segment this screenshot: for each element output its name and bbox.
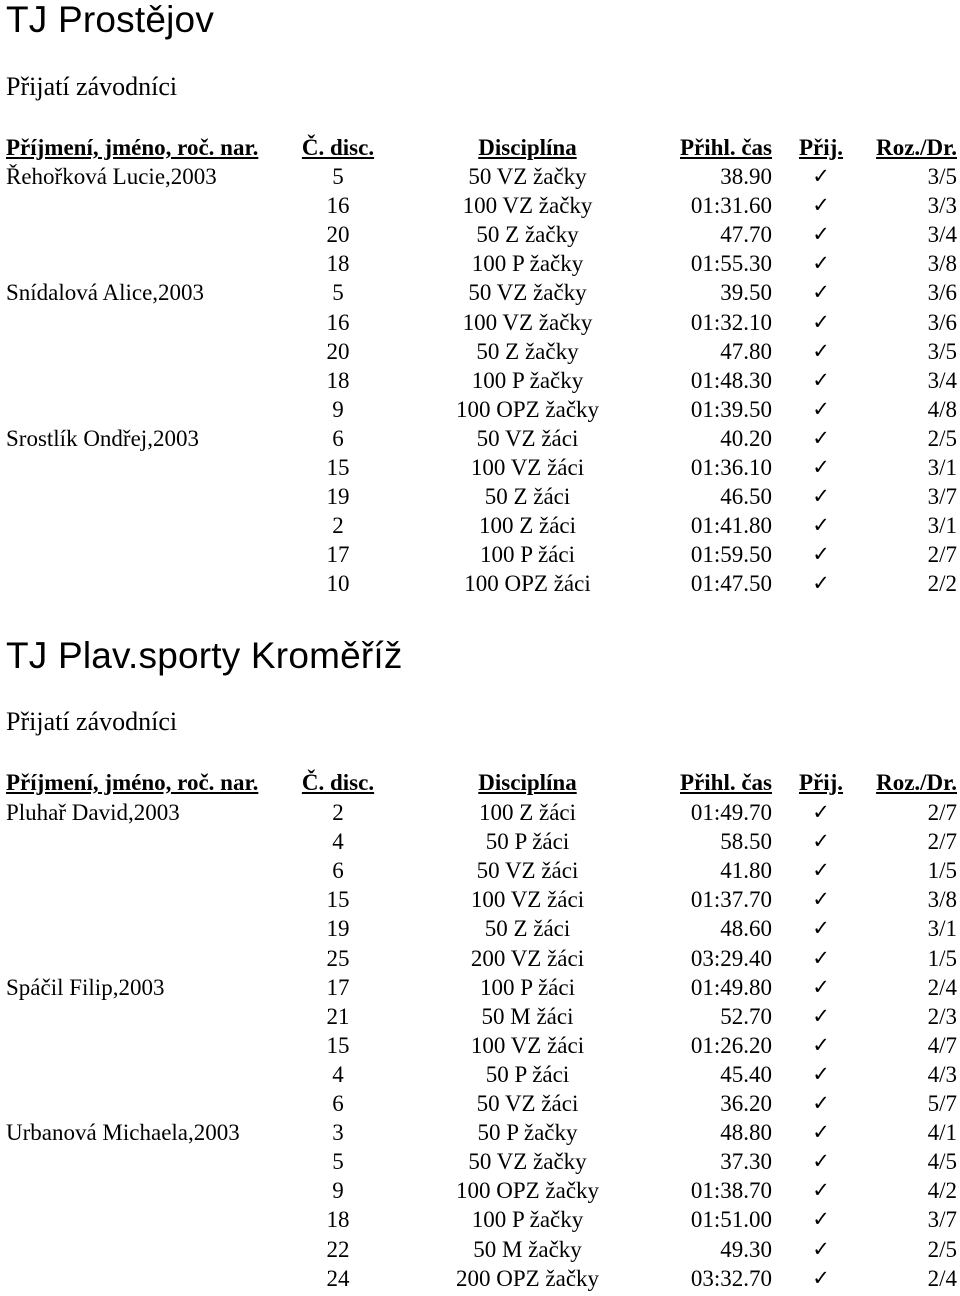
table-row [0, 1060, 960, 1089]
entry-time: 01:49.70 [690, 800, 772, 825]
discipline-number: 20 [326, 338, 350, 364]
table-row [0, 569, 960, 598]
table-row [0, 1264, 960, 1293]
section-subtitle: Přijatí závodníci [6, 707, 178, 736]
discipline-number: 15 [326, 887, 350, 913]
table-row [0, 249, 960, 278]
table-row [0, 1176, 960, 1205]
accepted-check-icon: ✓ [812, 542, 830, 567]
entry-time: 36.20 [720, 1091, 772, 1116]
accepted-check-icon: ✓ [812, 829, 830, 854]
discipline-number: 17 [326, 974, 350, 1000]
heat-lane: 3/1 [927, 513, 957, 539]
discipline-name: 100 OPZ žáci [464, 571, 591, 597]
entry-time: 01:38.70 [690, 1178, 772, 1204]
accepted-check-icon: ✓ [812, 251, 830, 276]
discipline-number: 17 [326, 542, 350, 568]
accepted-check-icon: ✓ [812, 1207, 830, 1232]
discipline-name: 50 VZ žáci [476, 425, 579, 451]
entry-time: 46.50 [720, 484, 772, 510]
swimmer-name: Srostlík Ondřej,2003 [6, 425, 199, 451]
discipline-name: 50 P žačky [477, 1120, 578, 1146]
entry-time: 41.80 [720, 858, 772, 884]
entry-time: 01:41.80 [690, 513, 772, 539]
entry-time: 37.30 [720, 1149, 772, 1175]
discipline-number: 9 [332, 396, 344, 422]
discipline-name: 50 M žáci [481, 1003, 574, 1029]
entry-time: 48.80 [720, 1120, 772, 1146]
entry-time: 01:26.20 [690, 1032, 772, 1058]
header-entry-time: Přihl. čas [680, 135, 772, 160]
entry-time: 47.70 [720, 222, 772, 248]
accepted-check-icon: ✓ [812, 193, 830, 218]
section-subtitle: Přijatí závodníci [6, 72, 178, 101]
club-title: TJ Prostějov [6, 0, 215, 40]
accepted-check-icon: ✓ [812, 309, 830, 334]
discipline-number: 2 [332, 800, 344, 825]
discipline-number: 21 [326, 1003, 350, 1029]
accepted-check-icon: ✓ [812, 1003, 830, 1028]
discipline-name: 100 OPZ žačky [455, 1178, 600, 1204]
header-discipline-number: Č. disc. [301, 770, 375, 795]
accepted-check-icon: ✓ [812, 887, 830, 912]
discipline-name: 50 P žáci [485, 829, 570, 855]
accepted-check-icon: ✓ [812, 1091, 830, 1115]
accepted-check-icon: ✓ [812, 455, 830, 479]
heat-lane: 2/3 [927, 1003, 957, 1029]
heat-lane: 3/7 [927, 1207, 957, 1233]
discipline-name: 100 VZ žáci [470, 887, 585, 913]
table-row [0, 482, 960, 511]
entry-time: 01:39.50 [690, 396, 772, 422]
heat-lane: 3/5 [927, 164, 957, 189]
discipline-name: 200 VZ žáci [470, 945, 585, 971]
discipline-name: 100 OPZ žačky [455, 396, 600, 422]
table-row [0, 308, 960, 337]
discipline-name: 200 OPZ žačky [455, 1265, 600, 1291]
header-accepted: Přij. [798, 135, 844, 160]
heat-lane: 4/3 [927, 1061, 957, 1087]
heat-lane: 5/7 [927, 1091, 957, 1116]
heat-lane: 3/4 [927, 222, 957, 248]
entry-time: 01:32.10 [690, 309, 772, 335]
discipline-name: 50 VZ žačky [468, 1149, 587, 1175]
header-name: Příjmení, jméno, roč. nar. [6, 770, 259, 795]
heat-lane: 2/5 [927, 1236, 957, 1262]
discipline-name: 50 Z žačky [476, 222, 579, 248]
discipline-name: 50 VZ žačky [468, 280, 587, 306]
discipline-number: 6 [332, 1091, 344, 1116]
accepted-check-icon: ✓ [812, 1236, 830, 1261]
table-row [0, 337, 960, 366]
swimmer-name: Urbanová Michaela,2003 [6, 1120, 240, 1146]
discipline-name: 100 P žačky [471, 1207, 584, 1233]
discipline-name: 50 Z žáci [484, 484, 571, 510]
table-row [0, 424, 960, 453]
discipline-number: 3 [332, 1120, 344, 1146]
accepted-check-icon: ✓ [812, 1061, 830, 1086]
entry-time: 01:48.30 [690, 367, 772, 393]
heat-lane: 3/8 [927, 251, 957, 277]
header-discipline: Disciplína [478, 135, 577, 160]
discipline-number: 19 [326, 484, 350, 510]
swimmer-name: Řehořková Lucie,2003 [6, 164, 217, 189]
heat-lane: 3/4 [927, 367, 957, 393]
accepted-check-icon: ✓ [812, 164, 830, 188]
discipline-number: 18 [326, 367, 350, 393]
heat-lane: 3/1 [927, 916, 957, 942]
table-header [0, 133, 960, 162]
discipline-name: 100 VZ žačky [462, 309, 593, 335]
header-accepted: Přij. [798, 770, 844, 795]
accepted-check-icon: ✓ [812, 916, 830, 941]
header-heat-lane: Roz./Dr. [876, 135, 957, 160]
table-row [0, 1118, 960, 1147]
entry-time: 01:37.70 [690, 887, 772, 913]
header-name: Příjmení, jméno, roč. nar. [6, 135, 259, 160]
discipline-name: 50 P žáci [485, 1061, 570, 1087]
discipline-number: 5 [332, 280, 344, 306]
accepted-check-icon: ✓ [812, 945, 830, 970]
accepted-check-icon: ✓ [812, 280, 830, 305]
heat-lane: 2/2 [927, 571, 957, 597]
heat-lane: 4/5 [927, 1149, 957, 1175]
entry-time: 47.80 [720, 338, 772, 364]
discipline-number: 5 [332, 164, 344, 189]
table-row [0, 162, 960, 191]
discipline-number: 5 [332, 1149, 344, 1175]
discipline-name: 50 VZ žáci [476, 1091, 579, 1116]
table-row [0, 395, 960, 424]
entry-time: 01:47.50 [690, 571, 772, 597]
table-row [0, 798, 960, 827]
heat-lane: 3/6 [927, 309, 957, 335]
discipline-name: 100 P žačky [471, 367, 584, 393]
table-row [0, 1205, 960, 1234]
discipline-name: 100 P žáci [480, 542, 575, 568]
discipline-number: 4 [332, 829, 344, 855]
table-row [0, 827, 960, 856]
heat-lane: 3/8 [927, 887, 957, 913]
table-row [0, 511, 960, 540]
entry-time: 45.40 [720, 1061, 772, 1087]
table-row [0, 1002, 960, 1031]
accepted-check-icon: ✓ [812, 425, 830, 450]
table-row [0, 1147, 960, 1176]
discipline-number: 2 [332, 513, 344, 539]
heat-lane: 4/7 [927, 1032, 957, 1058]
table-row [0, 1031, 960, 1060]
table-row [0, 191, 960, 220]
entry-time: 01:36.10 [690, 455, 772, 480]
entry-time: 03:29.40 [690, 945, 772, 971]
discipline-name: 50 VZ žačky [468, 164, 587, 189]
entry-time: 40.20 [720, 425, 772, 451]
discipline-number: 20 [326, 222, 350, 248]
table-row [0, 856, 960, 885]
discipline-number: 18 [326, 1207, 350, 1233]
accepted-check-icon: ✓ [812, 1265, 830, 1290]
discipline-number: 10 [326, 571, 350, 597]
entry-time: 01:49.80 [690, 974, 772, 1000]
discipline-name: 50 VZ žáci [476, 858, 579, 884]
discipline-name: 100 VZ žačky [462, 193, 593, 219]
accepted-check-icon: ✓ [812, 1032, 830, 1057]
discipline-name: 100 VZ žáci [470, 455, 585, 480]
swimmer-name: Snídalová Alice,2003 [6, 280, 205, 306]
table-row [0, 1089, 960, 1118]
entry-time: 01:51.00 [690, 1207, 772, 1233]
club-title: TJ Plav.sporty Kroměříž [6, 635, 403, 676]
entry-time: 01:31.60 [690, 193, 772, 219]
table-row [0, 220, 960, 249]
discipline-number: 18 [326, 251, 350, 277]
accepted-check-icon: ✓ [812, 513, 830, 538]
header-entry-time: Přihl. čas [680, 770, 772, 795]
heat-lane: 3/6 [927, 280, 957, 306]
discipline-name: 50 M žačky [473, 1236, 582, 1262]
accepted-check-icon: ✓ [812, 367, 830, 392]
table-header [0, 768, 960, 797]
accepted-check-icon: ✓ [812, 396, 830, 421]
entry-time: 58.50 [720, 829, 772, 855]
heat-lane: 4/1 [927, 1120, 957, 1146]
entry-time: 03:32.70 [690, 1265, 772, 1291]
accepted-check-icon: ✓ [812, 858, 830, 883]
discipline-number: 16 [326, 193, 350, 219]
table-row [0, 278, 960, 307]
accepted-check-icon: ✓ [812, 1149, 830, 1174]
entry-time: 38.90 [720, 164, 772, 189]
discipline-name: 100 Z žáci [478, 800, 577, 825]
heat-lane: 2/7 [927, 542, 957, 568]
entry-time: 49.30 [720, 1236, 772, 1262]
accepted-check-icon: ✓ [812, 800, 830, 824]
heat-lane: 2/4 [927, 974, 957, 1000]
table-row [0, 540, 960, 569]
entry-time: 01:59.50 [690, 542, 772, 568]
table-row [0, 366, 960, 395]
discipline-name: 100 VZ žáci [470, 1032, 585, 1058]
heat-lane: 4/8 [927, 396, 957, 422]
header-heat-lane: Roz./Dr. [876, 770, 957, 795]
table-row [0, 453, 960, 482]
accepted-check-icon: ✓ [812, 222, 830, 247]
discipline-number: 4 [332, 1061, 344, 1087]
entry-time: 01:55.30 [690, 251, 772, 277]
discipline-number: 15 [326, 1032, 350, 1058]
discipline-number: 9 [332, 1178, 344, 1204]
accepted-check-icon: ✓ [812, 338, 830, 363]
heat-lane: 4/2 [927, 1178, 957, 1204]
discipline-name: 100 Z žáci [478, 513, 577, 539]
entry-time: 39.50 [720, 280, 772, 306]
discipline-number: 25 [326, 945, 350, 971]
discipline-number: 6 [332, 425, 344, 451]
heat-lane: 3/5 [927, 338, 957, 364]
discipline-number: 6 [332, 858, 344, 884]
accepted-check-icon: ✓ [812, 484, 830, 509]
heat-lane: 3/3 [927, 193, 957, 219]
table-row [0, 944, 960, 973]
table-row [0, 914, 960, 943]
table-row [0, 885, 960, 914]
heat-lane: 2/5 [927, 425, 957, 451]
heat-lane: 3/7 [927, 484, 957, 510]
heat-lane: 2/7 [927, 800, 957, 825]
discipline-name: 50 Z žáci [484, 916, 571, 942]
accepted-check-icon: ✓ [812, 1120, 830, 1145]
discipline-name: 100 P žáci [480, 974, 575, 1000]
swimmer-name: Pluhař David,2003 [6, 800, 180, 825]
discipline-name: 100 P žačky [471, 251, 584, 277]
heat-lane: 2/7 [927, 829, 957, 855]
accepted-check-icon: ✓ [812, 974, 830, 999]
discipline-number: 19 [326, 916, 350, 942]
heat-lane: 3/1 [927, 455, 957, 480]
discipline-number: 24 [326, 1265, 350, 1291]
heat-lane: 1/5 [927, 945, 957, 971]
header-discipline-number: Č. disc. [301, 135, 375, 160]
discipline-number: 15 [326, 455, 350, 480]
accepted-check-icon: ✓ [812, 1178, 830, 1203]
table-row [0, 973, 960, 1002]
header-discipline: Disciplína [478, 770, 577, 795]
swimmer-name: Spáčil Filip,2003 [6, 974, 165, 1000]
discipline-name: 50 Z žačky [476, 338, 579, 364]
accepted-check-icon: ✓ [812, 571, 830, 596]
discipline-number: 22 [326, 1236, 350, 1262]
heat-lane: 2/4 [927, 1265, 957, 1291]
table-row [0, 1235, 960, 1264]
discipline-number: 16 [326, 309, 350, 335]
entry-time: 52.70 [720, 1003, 772, 1029]
entry-time: 48.60 [720, 916, 772, 942]
heat-lane: 1/5 [927, 858, 957, 884]
